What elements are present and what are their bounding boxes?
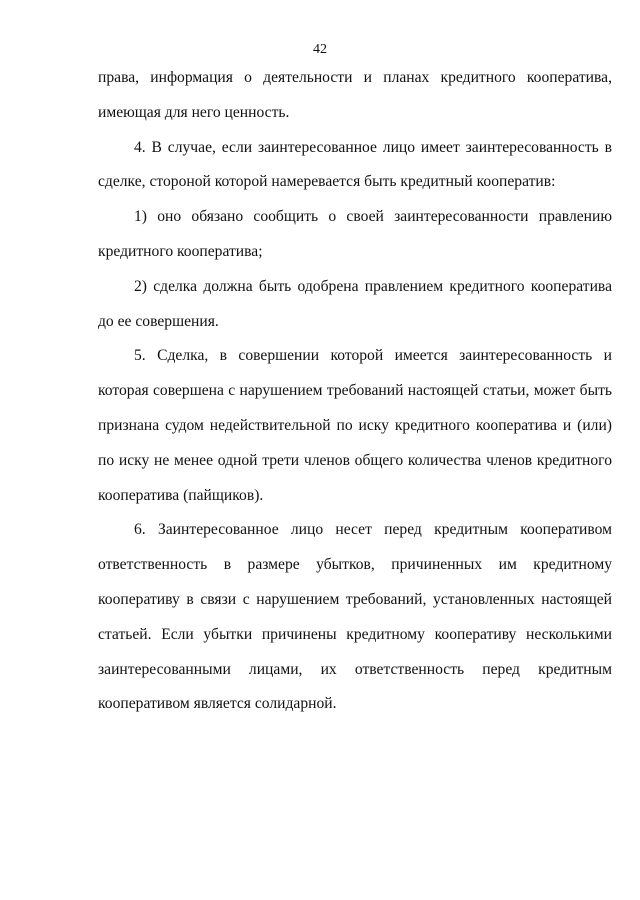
page-number: 42	[313, 42, 327, 57]
paragraph-item-4: 4. В случае, если заинтересованное лицо имеет заинтересованность в сделке, стороной которой намеревается быть кредитный кооператив:	[98, 138, 612, 191]
paragraph-continuation: права, информация о деятельности и планах кредитного кооператива, имеющая для него ценность.	[98, 69, 612, 121]
paragraph-subitem-1: 1) оно обязано сообщить о своей заинтересованности правлению кредитного кооператива;	[98, 208, 612, 260]
document-body	[98, 61, 612, 722]
paragraph-item-6: 6. Заинтересованное лицо несет перед кредитным кооперативом ответственность в размере убытков, причиненных им кредитному кооперативу в связи с нарушением требований, установленных настоящей статьей. Если убытки причинены кредитному кооперативу несколькими заинтересованными лицами, их ответственность перед кредитным кооперативом является солидарной.	[98, 521, 612, 713]
paragraph-item-5: 5. Сделка, в совершении которой имеется заинтересованность и которая совершена с нарушением требований настоящей статьи, может быть признана судом недействительной по иску кредитного кооператива и (или) по иску не менее одной трети членов общего количества членов кредитного кооператива (пайщиков).	[98, 347, 612, 504]
paragraph-subitem-2: 2) сделка должна быть одобрена правлением кредитного кооператива до ее совершения.	[98, 277, 612, 330]
